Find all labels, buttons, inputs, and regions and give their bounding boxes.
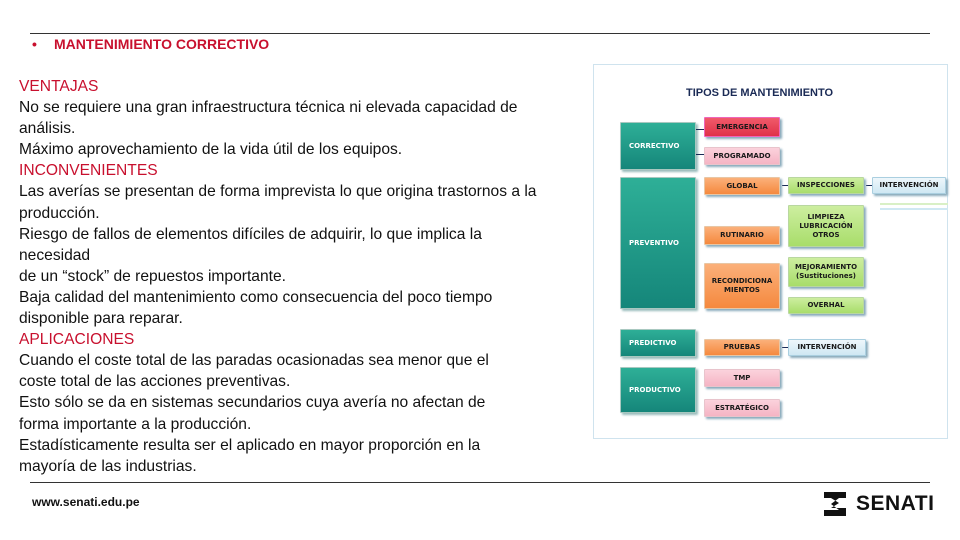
text-line: No se requiere una gran infraestructura técnica ni elevada capacidad de xyxy=(19,99,518,117)
top-divider xyxy=(30,33,930,34)
box-intervencion-1: INTERVENCIÓN xyxy=(872,177,946,194)
category-correctivo: CORRECTIVO xyxy=(620,122,696,170)
category-preventivo: PREVENTIVO xyxy=(620,177,696,309)
box-mejoramiento: MEJORAMIENTO (Sustituciones) xyxy=(788,257,864,287)
connector-line xyxy=(696,129,704,130)
subheading: INCONVENIENTES xyxy=(19,162,158,180)
text-line: de un “stock” de repuestos importante. xyxy=(19,267,286,285)
box-limpieza: LIMPIEZA LUBRICACIÓN OTROS xyxy=(788,205,864,247)
connector-line xyxy=(696,154,704,155)
subheading: APLICACIONES xyxy=(19,331,135,349)
text-line: Cuando el coste total de las paradas ocasionadas sea menor que el xyxy=(19,352,489,370)
box-tmp: TMP xyxy=(704,369,780,387)
text-line: necesidad xyxy=(19,246,91,264)
content-text xyxy=(19,76,594,477)
box-programado: PROGRAMADO xyxy=(704,147,780,165)
category-predictivo: PREDICTIVO xyxy=(620,329,696,357)
text-line: Riesgo de fallos de elementos difíciles de adquirir, lo que implica la xyxy=(19,225,482,243)
senati-logo xyxy=(820,490,934,518)
text-line: Estadísticamente resulta ser el aplicado en mayor proporción en la xyxy=(19,436,481,454)
bullet-icon: • xyxy=(32,36,37,52)
text-line: producción. xyxy=(19,204,100,222)
decorative-stripe xyxy=(880,203,948,205)
box-emergencia: EMERGENCIA xyxy=(704,117,780,137)
box-intervencion-2: INTERVENCIÓN xyxy=(788,339,866,356)
box-estrategico: ESTRATÉGICO xyxy=(704,399,780,417)
text-line: coste total de las acciones preventivas. xyxy=(19,373,291,391)
category-productivo: PRODUCTIVO xyxy=(620,367,696,413)
senati-logo-icon xyxy=(820,490,850,518)
text-line: análisis. xyxy=(19,120,76,138)
text-line: disponible para reparar. xyxy=(19,310,183,328)
box-global: GLOBAL xyxy=(704,177,780,195)
text-line: forma importante a la producción. xyxy=(19,415,252,433)
bottom-divider xyxy=(30,482,930,483)
box-rutinario: RUTINARIO xyxy=(704,226,780,245)
box-inspecciones: INSPECCIONES xyxy=(788,177,864,194)
text-line: Esto sólo se da en sistemas secundarios cuya avería no afectan de xyxy=(19,394,486,412)
text-line: Máximo aprovechamiento de la vida útil de los equipos. xyxy=(19,141,403,159)
diagram-title: TIPOS DE MANTENIMIENTO xyxy=(686,87,834,99)
brand-name: SENATI xyxy=(856,492,935,515)
box-overhal: OVERHAL xyxy=(788,297,864,314)
maintenance-types-diagram xyxy=(593,64,948,439)
box-reconsidera: RECONDICIONA MIENTOS xyxy=(704,263,780,309)
subheading: VENTAJAS xyxy=(19,78,99,95)
text-line: Las averías se presentan de forma imprevista lo que origina trastornos a la xyxy=(19,183,537,201)
section-title: MANTENIMIENTO CORRECTIVO xyxy=(54,36,270,52)
decorative-stripe xyxy=(880,208,948,210)
footer-url: www.senati.edu.pe xyxy=(32,495,140,509)
text-line: Baja calidad del mantenimiento como consecuencia del poco tiempo xyxy=(19,288,493,306)
box-pruebas: PRUEBAS xyxy=(704,339,780,356)
section-heading xyxy=(32,36,269,52)
text-line: mayoría de las industrias. xyxy=(19,457,197,475)
